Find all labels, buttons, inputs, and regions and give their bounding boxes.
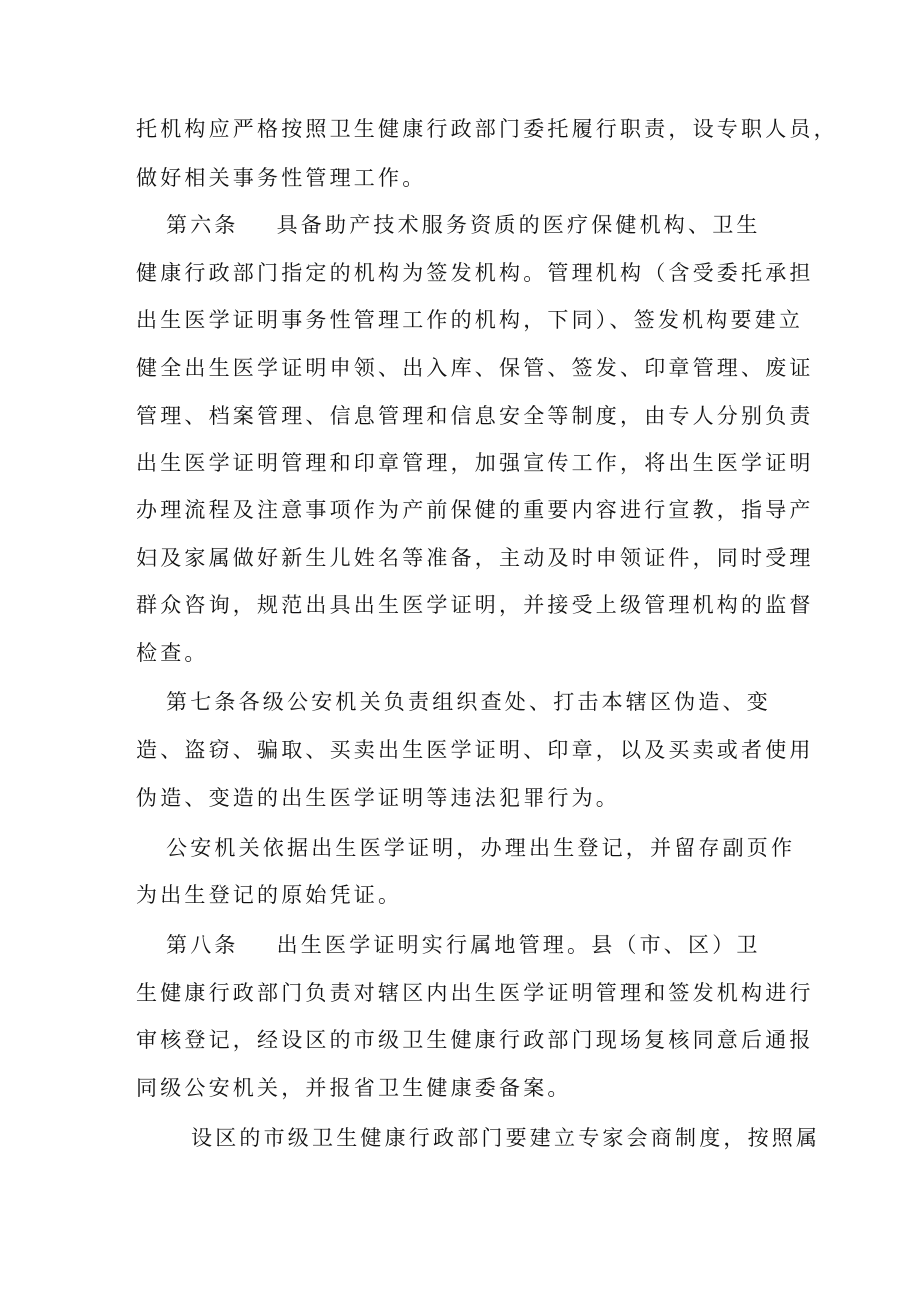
article-8-label: 第八条 — [166, 933, 239, 957]
paragraph-start-line: 公安机关依据出生医学证明，办理出生登记，并留存副页作 — [166, 836, 796, 860]
text-line: 造、盗窃、骗取、买卖出生医学证明、印章，以及买卖或者使用 — [136, 738, 814, 762]
text-line: 出生医学证明事务性管理工作的机构，下同）、签发机构要建立 — [136, 308, 804, 332]
text-line: 为出生登记的原始凭证。 — [136, 883, 403, 907]
text-line: 检查。 — [136, 641, 209, 665]
text-line: 生健康行政部门负责对辖区内出生医学证明管理和签发机构进行 — [136, 981, 814, 1005]
text-line: 审核登记，经设区的市级卫生健康行政部门现场复核同意后通报 — [136, 1028, 814, 1052]
text-line: 出生医学证明管理和印章管理，加强宣传工作，将出生医学证明 — [136, 451, 814, 475]
text-line: 具备助产技术服务资质的医疗保健机构、卫生 — [276, 213, 761, 237]
text-line: 管理、档案管理、信息管理和信息安全等制度，由专人分别负责 — [136, 404, 814, 428]
text-line: 健全出生医学证明申领、出入库、保管、签发、印章管理、废证 — [136, 356, 814, 380]
article-8-heading-line — [166, 932, 761, 958]
text-line: 同级公安机关，并报省卫生健康委备案。 — [136, 1076, 572, 1100]
text-line: 伪造、变造的出生医学证明等违法犯罪行为。 — [136, 786, 620, 810]
paragraph-start-line: 设区的市级卫生健康行政部门要建立专家会商制度，按照属 — [191, 1126, 821, 1150]
text-line: 办理流程及注意事项作为产前保健的重要内容进行宣教，指导产 — [136, 498, 814, 522]
text-line: 健康行政部门指定的机构为签发机构。管理机构（含受委托承担 — [136, 261, 814, 285]
text-line: 群众咨询，规范出具出生医学证明，并接受上级管理机构的监督 — [136, 593, 814, 617]
article-6-heading-line — [166, 212, 761, 238]
article-7-line: 第七条各级公安机关负责组织查处、打击本辖区伪造、变 — [166, 690, 771, 714]
text-line: 托机构应严格按照卫生健康行政部门委托履行职责，设专职人员， — [136, 117, 838, 141]
article-6-label: 第六条 — [166, 213, 239, 237]
text-line: 出生医学证明实行属地管理。县（市、区）卫 — [276, 933, 761, 957]
text-line: 妇及家属做好新生儿姓名等准备，主动及时申领证件，同时受理 — [136, 546, 814, 570]
text-line: 做好相关事务性管理工作。 — [136, 166, 427, 190]
